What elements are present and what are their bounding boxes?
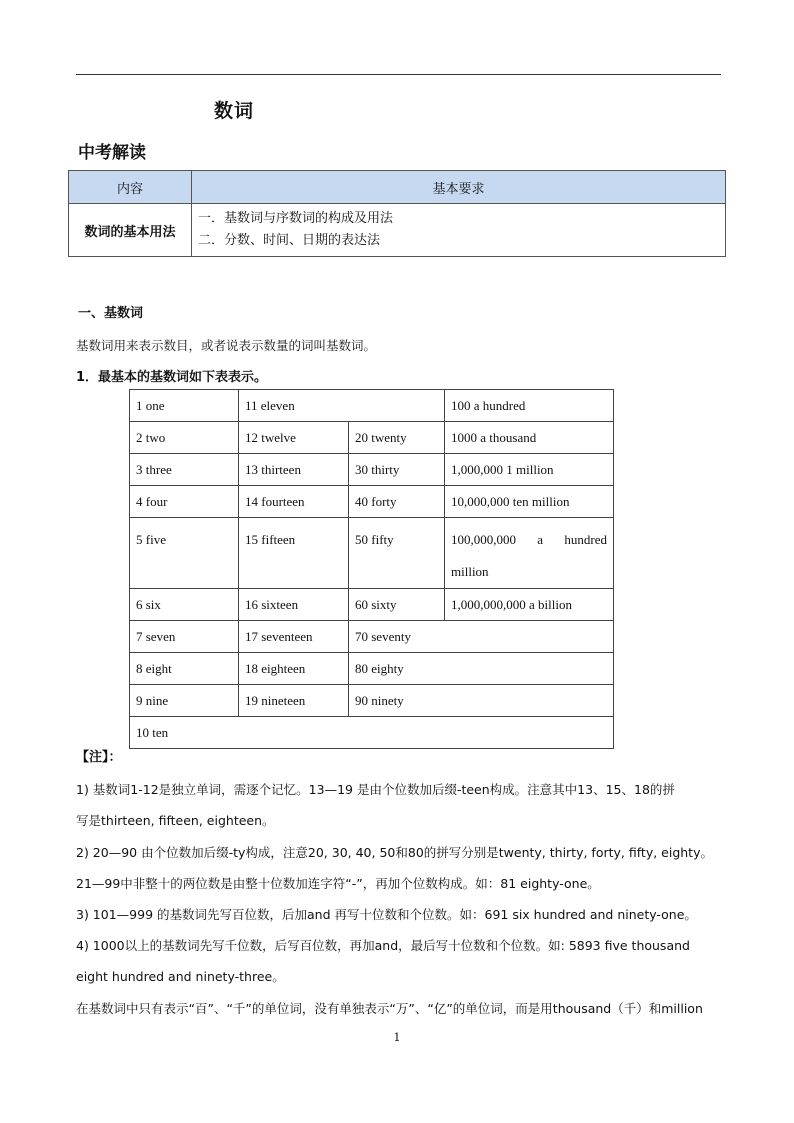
table-cell: 60 sixty (349, 589, 445, 621)
requirement-items (192, 204, 726, 257)
table-cell: 18 eighteen (239, 653, 349, 685)
note-line: 1) 基数词1-12是独立单词，需逐个记忆。13—19 是由个位数加后缀-teen构成。注意其中13、15、18的拼 (76, 782, 675, 797)
cell-word: hundred (564, 532, 607, 547)
table-cell: 70 seventy (349, 621, 614, 653)
note-line: 21—99中非整十的两位数是由整十位数加连字符“-”，再加个位数构成。如：81 eighty-one。 (76, 876, 600, 891)
table-cell: 1 one (130, 390, 239, 422)
table-cell: 90 ninety (349, 685, 614, 717)
section-heading: 一、基数词 (78, 306, 144, 321)
table-cell: 20 twenty (349, 422, 445, 454)
page-number: 1 (393, 1031, 401, 1044)
table-row (130, 422, 614, 454)
note-line: 4) 1000以上的基数词先写千位数，后写百位数，再加and，最后写十位数和个位数。如: 5893 five thousand (76, 938, 690, 953)
note-line: eight hundred and ninety-three。 (76, 969, 285, 984)
table-cell: 17 seventeen (239, 621, 349, 653)
table-cell: 50 fifty (349, 518, 445, 589)
table-cell: 6 six (130, 589, 239, 621)
table-cell: 7 seven (130, 621, 239, 653)
table-cell: 3 three (130, 454, 239, 486)
table-cell: 1000 a thousand (445, 422, 614, 454)
table-cell: 12 twelve (239, 422, 349, 454)
reading-heading: 中考解读 (78, 143, 146, 163)
table-cell: 13 thirteen (239, 454, 349, 486)
table-cell: 40 forty (349, 486, 445, 518)
requirements-table (68, 170, 726, 257)
note-line: 写是thirteen, fifteen, eighteen。 (76, 813, 275, 828)
note-line: 在基数词中只有表示“百”、“千”的单位词，没有单独表示“万”、“亿”的单位词，而是用thousand（千）和million (76, 1001, 703, 1016)
table-cell: 14 fourteen (239, 486, 349, 518)
table-cell: 9 nine (130, 685, 239, 717)
header-rule (76, 74, 721, 75)
justified-line (451, 524, 607, 556)
table-cell: 80 eighty (349, 653, 614, 685)
note-line: 2) 20—90 由个位数加后缀-ty构成，注意20, 30, 40, 50和80的拼写分别是twenty, thirty, forty, fifty, eighty。 (76, 845, 713, 860)
table-row (130, 486, 614, 518)
table-row (130, 685, 614, 717)
subsection-heading: 1．最基本的基数词如下表表示。 (76, 370, 268, 385)
cardinal-numbers-table (129, 389, 614, 749)
requirements-row (69, 204, 726, 257)
col-content-header: 内容 (69, 171, 192, 204)
row-label: 数词的基本用法 (69, 204, 192, 257)
table-row (130, 454, 614, 486)
table-cell (445, 518, 614, 589)
intro-paragraph: 基数词用来表示数目，或者说表示数量的词叫基数词。 (76, 338, 377, 353)
table-row (130, 717, 614, 749)
requirements-header-row (69, 171, 726, 204)
note-line: 3) 101—999 的基数词先写百位数，后加and 再写十位数和个位数。如：691 six hundred and ninety-one。 (76, 907, 697, 922)
notes-heading: 【注】： (76, 750, 122, 765)
cell-word: 100,000,000 (451, 532, 516, 547)
table-cell: 30 thirty (349, 454, 445, 486)
requirement-item: 一．基数词与序数词的构成及用法 (198, 211, 394, 226)
table-cell: 10 ten (130, 717, 614, 749)
table-row (130, 390, 614, 422)
table-cell: 19 nineteen (239, 685, 349, 717)
requirement-item: 二．分数、时间、日期的表达法 (198, 233, 381, 248)
table-cell: 100 a hundred (445, 390, 614, 422)
col-requirement-header: 基本要求 (192, 171, 726, 204)
table-cell: 5 five (130, 518, 239, 589)
table-row (130, 518, 614, 589)
table-cell: 11 eleven (239, 390, 445, 422)
table-cell: 1,000,000 1 million (445, 454, 614, 486)
table-row (130, 653, 614, 685)
table-row (130, 589, 614, 621)
table-row (130, 621, 614, 653)
table-cell: 10,000,000 ten million (445, 486, 614, 518)
table-cell: 8 eight (130, 653, 239, 685)
table-cell: 15 fifteen (239, 518, 349, 589)
table-cell: 16 sixteen (239, 589, 349, 621)
cell-word: million (451, 564, 489, 579)
page-title: 数词 (214, 100, 255, 122)
table-cell: 1,000,000,000 a billion (445, 589, 614, 621)
cell-word: a (537, 532, 544, 547)
table-cell: 2 two (130, 422, 239, 454)
table-cell: 4 four (130, 486, 239, 518)
